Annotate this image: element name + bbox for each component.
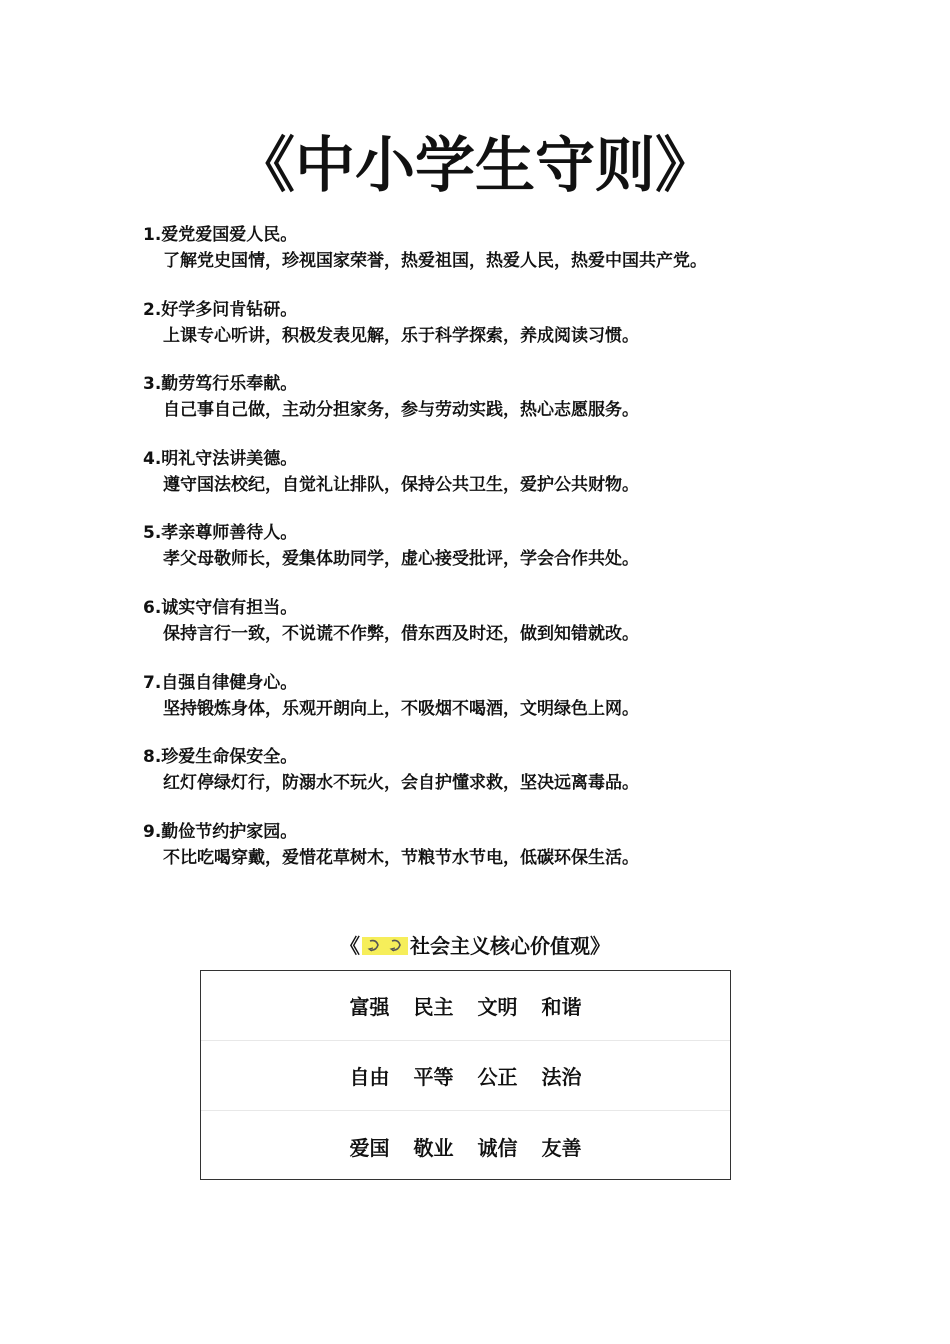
rule-heading: 3.勤劳笃行乐奉献。: [143, 374, 298, 395]
values-row: [201, 1111, 730, 1181]
value-word: 法治: [541, 1065, 582, 1089]
value-word: 诚信: [477, 1135, 518, 1160]
values-row: [201, 971, 730, 1041]
rules-list: [143, 222, 863, 893]
rule-item: [143, 819, 863, 894]
rule-body: 坚持锻炼身体，乐观开朗向上，不吸烟不喝酒，文明绿色上网。: [163, 698, 639, 719]
value-word: 友善: [541, 1135, 582, 1160]
rule-body: 遵守国法校纪，自觉礼让排队，保持公共卫生，爱护公共财物。: [163, 474, 639, 495]
rule-item: [143, 520, 863, 595]
rule-body: 红灯停绿灯行，防溺水不玩火，会自护懂求救，坚决远离毒品。: [163, 773, 639, 794]
rule-item: [143, 744, 863, 819]
value-word: 公正: [477, 1065, 518, 1089]
value-word: 敬业: [413, 1135, 454, 1160]
value-word: 和谐: [541, 995, 582, 1019]
value-word: 文明: [477, 995, 518, 1019]
rule-item: [143, 222, 863, 297]
page-title: 《中小学生守则》: [235, 131, 715, 201]
value-word: 平等: [413, 1065, 454, 1089]
values-table: [200, 970, 731, 1180]
rule-heading: 9.勤俭节约护家园。: [143, 821, 298, 842]
rule-item: [143, 371, 863, 446]
value-word: 爱国: [349, 1135, 390, 1160]
values-title-text: 社会主义核心价值观》: [410, 934, 610, 958]
values-title-prefix: 《: [340, 934, 360, 958]
value-word: 民主: [413, 995, 454, 1019]
rule-heading: 2.好学多问肯钻研。: [143, 299, 298, 320]
rule-body: 不比吃喝穿戴，爱惜花草树木，节粮节水节电，低碳环保生活。: [163, 847, 639, 868]
rule-body: 上课专心听讲，积极发表见解，乐于科学探索，养成阅读习惯。: [163, 325, 639, 346]
rule-item: [143, 595, 863, 670]
rule-heading: 5.孝亲尊师善待人。: [143, 523, 298, 544]
rule-item: [143, 297, 863, 372]
values-title: [0, 931, 950, 961]
values-row: [201, 1041, 730, 1111]
rule-heading: 6.诚实守信有担当。: [143, 597, 298, 618]
rule-body: 自己事自己做，主动分担家务，参与劳动实践，热心志愿服务。: [163, 400, 639, 421]
rule-heading: 8.珍爱生命保安全。: [143, 747, 298, 768]
rule-heading: 7.自强自律健身心。: [143, 672, 298, 693]
value-word: 自由: [349, 1065, 390, 1089]
rule-body: 了解党史国情，珍视国家荣誉，热爱祖国，热爱人民，热爱中国共产党。: [163, 251, 707, 271]
rule-heading: 1.爱党爱国爱人民。: [143, 225, 298, 245]
rule-body: 保持言行一致，不说谎不作弊，借东西及时还，做到知错就改。: [163, 623, 639, 644]
value-word: 富强: [349, 995, 390, 1019]
rule-item: [143, 670, 863, 745]
rule-body: 孝父母敬师长，爱集体助同学，虚心接受批评，学会合作共处。: [163, 549, 639, 570]
highlight-mark-icon: [362, 937, 408, 955]
rule-item: [143, 446, 863, 521]
rule-heading: 4.明礼守法讲美德。: [143, 448, 298, 469]
